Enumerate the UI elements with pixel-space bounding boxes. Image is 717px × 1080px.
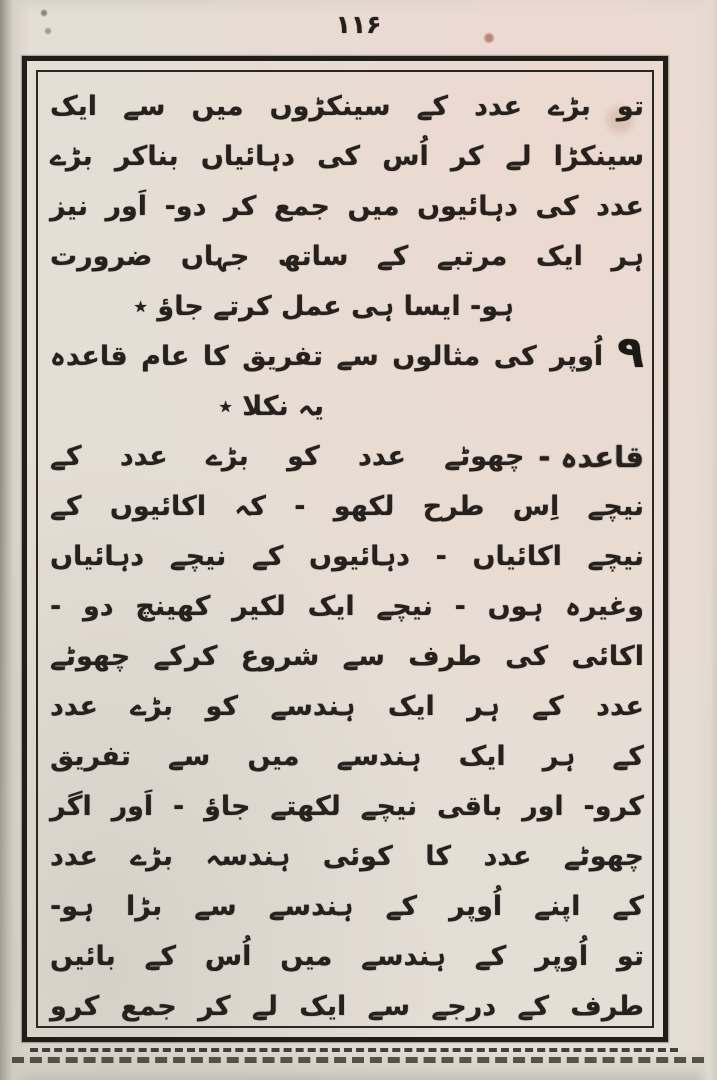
text-line: کرو- اور باقی نیچے لکھتے جاؤ - اَور اگر xyxy=(50,791,644,822)
text-line: اکائی کی طرف سے شروع کرکے چھوٹے xyxy=(50,641,644,672)
text-line: تو اُوپر کے ہندسے میں اُس کے بائیں xyxy=(50,941,644,972)
page-number: ۱۱۶ xyxy=(335,10,382,39)
bottom-grunge-line-2 xyxy=(12,1057,704,1063)
body-text xyxy=(50,82,644,1032)
text-line: نیچے اکائیاں - دہائیوں کے نیچے دہائیاں xyxy=(50,541,644,572)
text-line: کے ہر ایک ہندسے میں سے تفریق xyxy=(50,741,644,772)
section-heading-line xyxy=(50,327,644,382)
text-line: کے اپنے اُوپر کے ہندسے سے بڑا ہو- xyxy=(50,891,644,922)
section-number: ۹ xyxy=(617,327,644,378)
text-line: چھوٹے عدد کا کوئی ہندسہ بڑے عدد xyxy=(50,841,644,872)
rule-label: قاعدہ - xyxy=(538,440,644,474)
text-line: وغیرہ ہوں - نیچے ایک لکیر کھینچ دو - xyxy=(50,591,644,622)
text-line-paragraph-end: ہو- ایسا ہی عمل کرتے جاؤ ٭ xyxy=(133,291,514,322)
text-line: ہر ایک مرتبے کے ساتھ جہاں ضرورت xyxy=(50,241,644,272)
rule-first-line-text: چھوٹے عدد کو بڑے عدد کے xyxy=(50,441,525,472)
text-line: نیچے اِس طرح لکھو - کہ اکائیوں کے xyxy=(50,491,644,522)
text-line: سینکڑا لے کر اُس کی دہائیاں بناکر بڑے xyxy=(50,141,644,172)
section-heading-line-2: یہ نکلا ٭ xyxy=(218,391,324,422)
text-line: عدد کی دہائیوں میں جمع کر دو- اَور نیز xyxy=(50,191,644,222)
text-line: تو بڑے عدد کے سینکڑوں میں سے ایک xyxy=(50,91,644,122)
rule-first-line xyxy=(50,432,644,482)
text-line-paragraph-end: طرف کے درجے سے ایک لے کر جمع کرو xyxy=(50,991,644,1022)
bottom-grunge-line-1 xyxy=(30,1048,678,1052)
text-line: عدد کے ہر ایک ہندسے کو بڑے عدد xyxy=(50,691,644,722)
section-heading-text: اُوپر کی مثالوں سے تفریق کا عام قاعدہ xyxy=(50,341,604,372)
